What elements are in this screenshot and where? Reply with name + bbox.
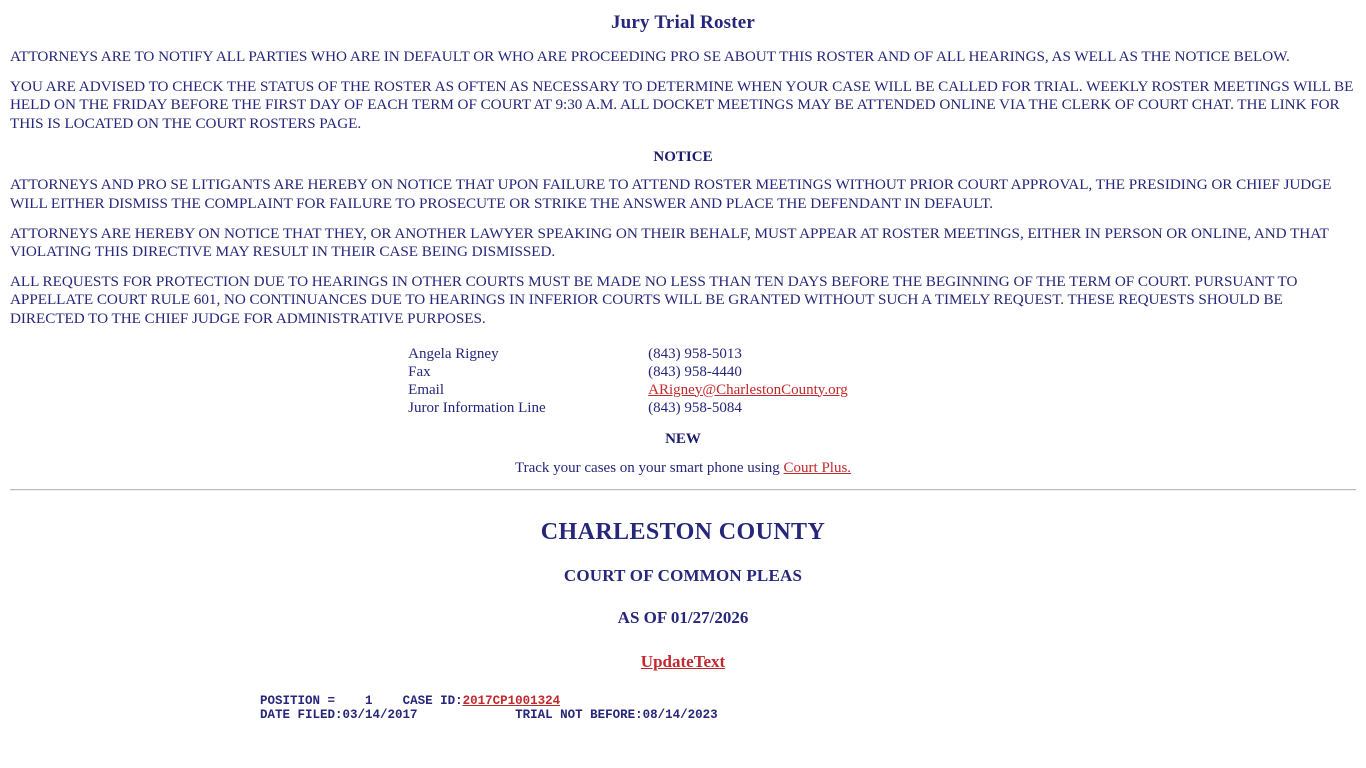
- case-position-row: [260, 694, 1356, 709]
- contact-label-email: Email: [408, 381, 444, 398]
- table-row: [408, 381, 848, 399]
- case-dates-row: [260, 708, 1356, 723]
- county-name: CHARLESTON COUNTY: [540, 518, 826, 545]
- table-row: [408, 345, 848, 363]
- trial-not-before-label: TRIAL NOT BEFORE:: [515, 708, 643, 723]
- contact-table: [408, 345, 848, 417]
- notice-paragraph-1: ATTORNEYS AND PRO SE LITIGANTS ARE HEREBY ON NOTICE THAT UPON FAILURE TO ATTEND ROSTER MEETINGS WITHOUT PRIOR COURT APPROVAL, THE PRESIDING OR CHIEF JUDGE WILL EITHER DISMISS THE COMPLAINT FOR FAILURE TO PROSECUTE OR STRIKE THE ANSWER AND PLACE THE DEFENDANT IN DEFAULT.: [10, 176, 1332, 212]
- notice-paragraph-3: ALL REQUESTS FOR PROTECTION DUE TO HEARINGS IN OTHER COURTS MUST BE MADE NO LESS THAN TEN DAYS BEFORE THE BEGINNING OF THE TERM OF COURT. PURSUANT TO APPELLATE COURT RULE 601, NO CONTINUANCES DUE TO HEARINGS IN INFERIOR COURTS WILL BE GRANTED WITHOUT SUCH A TIMELY REQUEST. THESE REQUESTS SHOULD BE DIRECTED TO THE CHIEF JUDGE FOR ADMINISTRATIVE PURPOSES.: [10, 272, 1298, 327]
- contact-label-name: Angela Rigney: [408, 345, 499, 362]
- contact-value-email-cell: [648, 381, 848, 399]
- case-id-link[interactable]: 2017CP1001324: [462, 693, 561, 708]
- as-of-date: AS OF 01/27/2026: [617, 607, 749, 627]
- county-header-block: [10, 519, 1356, 672]
- intro-paragraph-1: ATTORNEYS ARE TO NOTIFY ALL PARTIES WHO ARE IN DEFAULT OR WHO ARE PROCEEDING PRO SE ABOUT THIS ROSTER AND OF ALL HEARINGS, AS WELL AS THE NOTICE BELOW.: [10, 48, 1290, 65]
- table-row: [408, 399, 848, 417]
- notice-heading: NOTICE: [653, 149, 713, 166]
- position-label: POSITION =: [260, 693, 336, 708]
- email-link[interactable]: ARigney@CharlestonCounty.org: [648, 381, 848, 398]
- update-text-link[interactable]: UpdateText: [640, 651, 726, 671]
- update-link-wrap: [10, 652, 1356, 672]
- section-divider: [10, 489, 1356, 491]
- contact-label-fax: Fax: [408, 363, 431, 380]
- trial-not-before-value: 08/14/2023: [642, 708, 718, 723]
- court-name: COURT OF COMMON PLEAS: [563, 565, 803, 585]
- case-id-label: CASE ID:: [402, 693, 463, 708]
- contact-value-juror-line: (843) 958-5084: [648, 399, 742, 416]
- position-value: 1: [365, 693, 373, 708]
- contact-label-juror-line: Juror Information Line: [408, 399, 546, 416]
- date-filed-value: 03/14/2017: [342, 708, 418, 723]
- contact-value-fax: (843) 958-4440: [648, 363, 742, 380]
- contact-block: [10, 345, 1356, 417]
- court-plus-lead-text: Track your cases on your smart phone using: [514, 459, 784, 476]
- table-row: [408, 363, 848, 381]
- court-plus-line: [10, 460, 1356, 477]
- intro-paragraph-2: YOU ARE ADVISED TO CHECK THE STATUS OF THE ROSTER AS OFTEN AS NECESSARY TO DETERMINE WHEN YOUR CASE WILL BE CALLED FOR TRIAL. WEEKLY ROSTER MEETINGS WILL BE HELD ON THE FRIDAY BEFORE THE FIRST DAY OF EACH TERM OF COURT AT 9:30 A.M. ALL DOCKET MEETINGS MAY BE ATTENDED ONLINE VIA THE CLERK OF COURT CHAT. THE LINK FOR THIS IS LOCATED ON THE COURT ROSTERS PAGE.: [10, 77, 1354, 132]
- court-plus-link[interactable]: Court Plus.: [783, 459, 852, 476]
- new-heading: NEW: [665, 430, 701, 447]
- page-title: Jury Trial Roster: [610, 12, 756, 33]
- case-records-list: [10, 694, 1356, 723]
- date-filed-label: DATE FILED:: [260, 708, 343, 723]
- contact-value-phone: (843) 958-5013: [648, 345, 742, 362]
- notice-paragraph-2: ATTORNEYS ARE HEREBY ON NOTICE THAT THEY, OR ANOTHER LAWYER SPEAKING ON THEIR BEHALF, MUST APPEAR AT ROSTER MEETINGS, EITHER IN PERSON OR ONLINE, AND THAT VIOLATING THIS DIRECTIVE MAY RESULT IN THEIR CASE BEING DISMISSED.: [10, 224, 1329, 261]
